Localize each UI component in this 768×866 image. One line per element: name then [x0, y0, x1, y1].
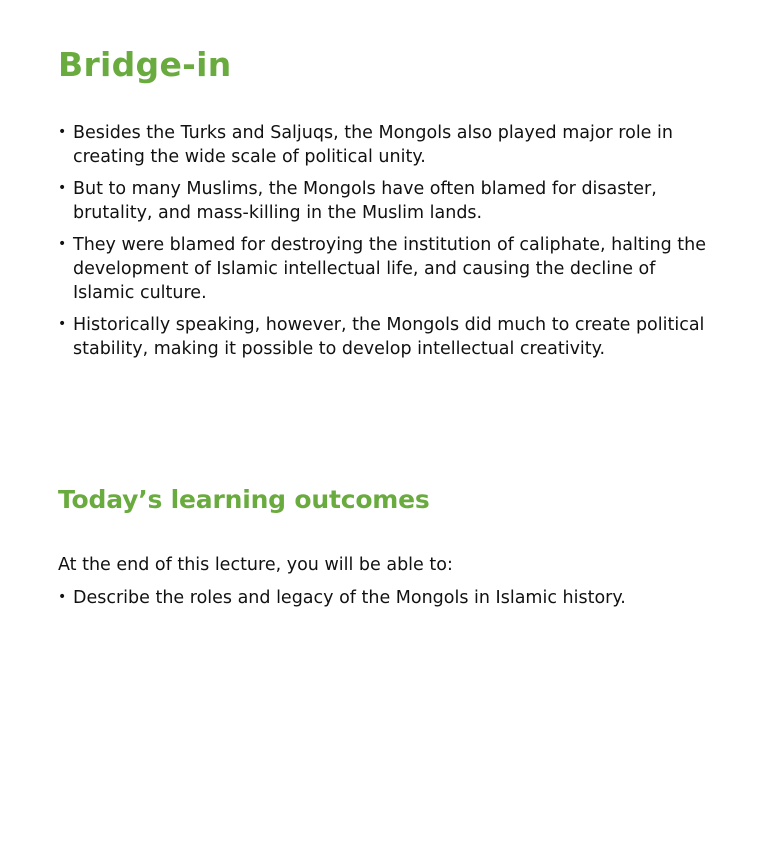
bullet-item — [58, 177, 718, 225]
bullet-item — [58, 586, 718, 610]
intro-text: At the end of this lecture, you will be able to: — [58, 555, 453, 575]
bullet-item — [58, 313, 718, 361]
bullet-text: They were blamed for destroying the institution of caliphate, halting the development of Islamic intellectual life, and causing the decline of Islamic culture. — [73, 235, 707, 303]
slide-learning-outcomes — [0, 440, 768, 866]
bullet-icon: • — [58, 180, 67, 196]
bullet-item — [58, 121, 718, 169]
bullet-list — [58, 121, 718, 369]
bullet-text: But to many Muslims, the Mongols have often blamed for disaster, brutality, and mass-killing in the Muslim lands. — [73, 179, 657, 223]
bullet-icon: • — [58, 589, 67, 605]
bullet-item — [58, 233, 718, 305]
bullet-list — [58, 586, 718, 610]
bullet-text: Besides the Turks and Saljuqs, the Mongols also played major role in creating the wide scale of political unity. — [73, 123, 673, 167]
bullet-text: Historically speaking, however, the Mongols did much to create political stability, making it possible to develop intellectual creativity. — [73, 315, 705, 359]
slide-title: Today’s learning outcomes — [58, 485, 430, 514]
bullet-text: Describe the roles and legacy of the Mongols in Islamic history. — [73, 588, 626, 608]
bullet-icon: • — [58, 124, 67, 140]
slide-title: Bridge-in — [58, 45, 232, 84]
bullet-icon: • — [58, 236, 67, 252]
bullet-icon: • — [58, 316, 67, 332]
